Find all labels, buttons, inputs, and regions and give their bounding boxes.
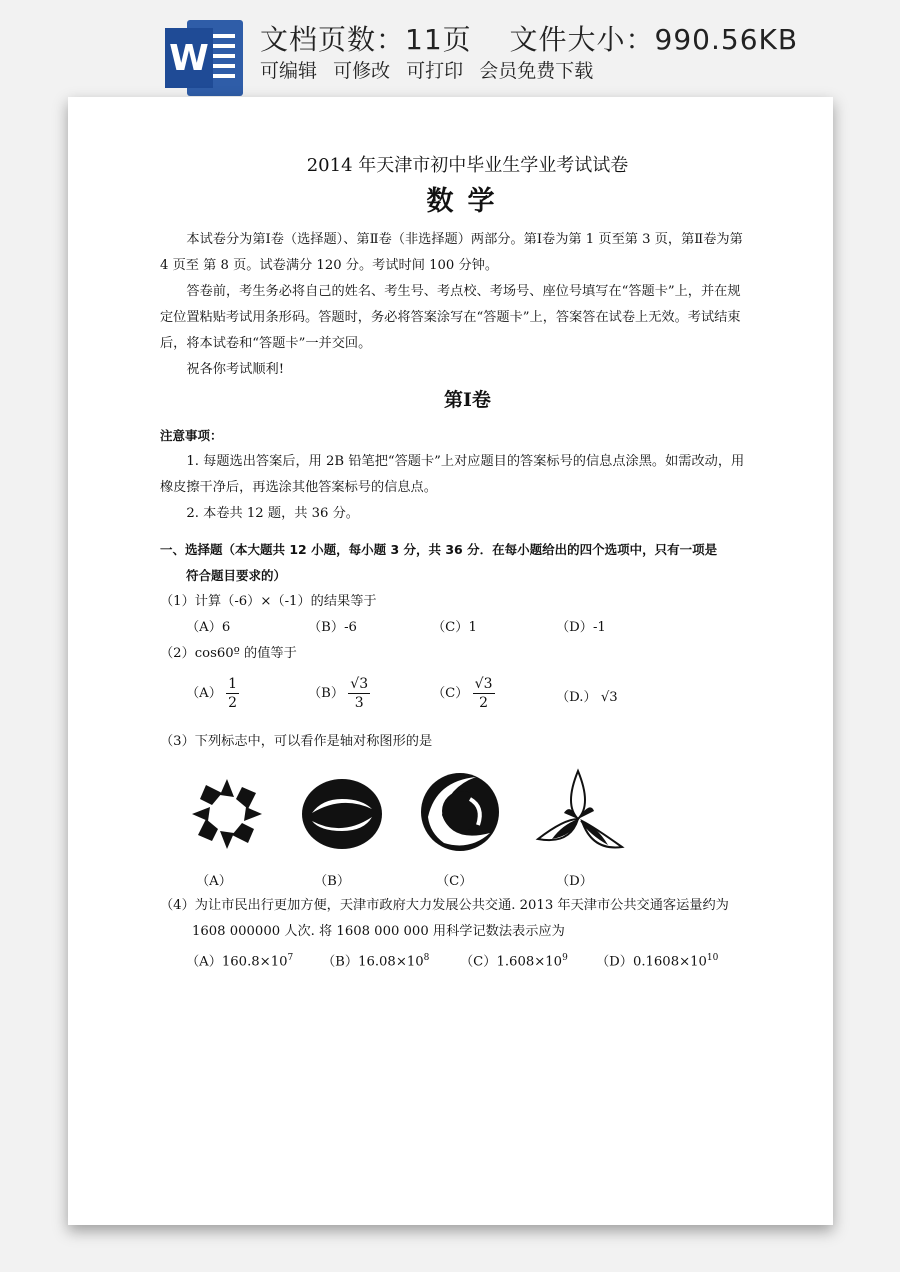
question-4-stem-cont: 1608 000000 人次. 将 1608 000 000 用科学记数法表示应为 xyxy=(192,924,565,939)
question-2-stem: （2）cos60º 的值等于 xyxy=(160,646,297,661)
file-size: 文件大小：990.56KB xyxy=(509,23,799,56)
q4-option-c: $(C)1.608\times 10^9$ xyxy=(460,953,568,970)
q4-option-b: $(B)16.08\times 10^8$ xyxy=(322,953,430,970)
document-page xyxy=(68,97,833,1225)
logo-a-star-pinwheel xyxy=(188,775,266,853)
notice-1: 1. 每题选出答案后，用 2B 铅笔把“答题卡”上对应题目的答案标号的信息点涂黑。如需改动，用橡皮擦干净后，再选涂其他答案标号的信息点。 xyxy=(160,454,745,495)
doc-meta-line xyxy=(260,18,826,58)
q2-label-b: （B） xyxy=(308,686,345,701)
fraction-one-half: $\frac{1}{2}$ xyxy=(228,676,238,711)
subject-heading: 数学 xyxy=(426,186,509,217)
feature-list xyxy=(260,56,603,83)
volume-title: 第Ⅰ卷 xyxy=(444,389,491,411)
word-document-icon xyxy=(165,20,245,96)
section-heading-cont: 符合题目要求的） xyxy=(186,568,287,583)
question-4-stem: （4）为让市民出行更加方便，天津市政府大力发展公共交通. 2013 年天津市公共交通客运量约为 xyxy=(160,898,729,913)
intro-paragraph-2: 答卷前，考生务必将自己的姓名、考生号、考点校、考场号、座位号填写在“答题卡”上，并在规定位置粘贴考试用条形码。答题时，务必将答案涂写在“答题卡”上，答案答在试卷上无效。考试结束后，将本试卷和“答题卡”一并交回。 xyxy=(160,284,741,351)
q1-option-d: （D）-1 xyxy=(556,620,606,635)
logo-d-tri-blade xyxy=(534,765,630,857)
section-heading: 一、选择题（本大题共 12 小题，每小题 3 分，共 36 分．在每小题给出的四个选项中，只有一项是 xyxy=(160,542,718,557)
feature-editable: 可编辑 xyxy=(260,60,318,82)
root3: √3 xyxy=(600,690,618,705)
q2-option-d xyxy=(556,685,618,711)
logo-b-ring xyxy=(300,777,384,851)
q2-label-a: （A） xyxy=(186,686,222,701)
fraction-root3-over-3: $\frac{√3}{3}$ xyxy=(350,676,369,711)
q3-label-d: （D） xyxy=(556,874,593,889)
header-banner xyxy=(0,0,900,100)
notice-label: 注意事项： xyxy=(160,428,223,443)
q3-label-c: （C） xyxy=(436,874,473,889)
feature-modifiable: 可修改 xyxy=(333,60,391,82)
exam-title: 2014 年天津市初中毕业生学业考试试卷 xyxy=(306,155,629,176)
notice-2: 2. 本卷共 12 题，共 36 分。 xyxy=(186,506,359,521)
intro-paragraph-3: 祝各你考试顺利! xyxy=(186,362,285,377)
feature-member-download: 会员免费下载 xyxy=(479,60,594,82)
page-count: 文档页数：11页 xyxy=(260,23,472,56)
q1-option-a: （A）6 xyxy=(186,620,231,635)
logo-c-eye xyxy=(418,771,502,853)
q4-option-d: $(D)0.1608\times 10^{10}$ xyxy=(596,953,719,970)
fraction-root3-over-2: $\frac{√3}{2}$ xyxy=(474,676,493,711)
q2-label-c: （C） xyxy=(432,686,469,701)
question-1-stem: （1）计算（-6）×（-1）的结果等于 xyxy=(160,594,377,609)
q3-label-b: （B） xyxy=(314,874,351,889)
q2-option-b xyxy=(308,675,370,712)
q3-label-a: （A） xyxy=(196,874,232,889)
q2-option-a xyxy=(186,675,239,712)
q1-option-b: （B）-6 xyxy=(308,620,357,635)
feature-printable: 可打印 xyxy=(406,60,464,82)
word-letter: W xyxy=(165,28,213,88)
q2-label-d: （D.） xyxy=(556,690,597,705)
q1-option-c: （C）1 xyxy=(432,620,477,635)
q2-option-c xyxy=(432,675,495,712)
q4-option-a: $(A)160.8\times 10^7$ xyxy=(186,953,294,970)
question-3-stem: （3）下列标志中，可以看作是轴对称图形的是 xyxy=(160,734,433,749)
intro-paragraph-1: 本试卷分为第Ⅰ卷（选择题）、第Ⅱ卷（非选择题）两部分。第Ⅰ卷为第 1 页至第 3 页，第Ⅱ卷为第 4 页至 第 8 页。试卷满分 120 分。考试时间 100 分钟。 xyxy=(160,232,743,273)
